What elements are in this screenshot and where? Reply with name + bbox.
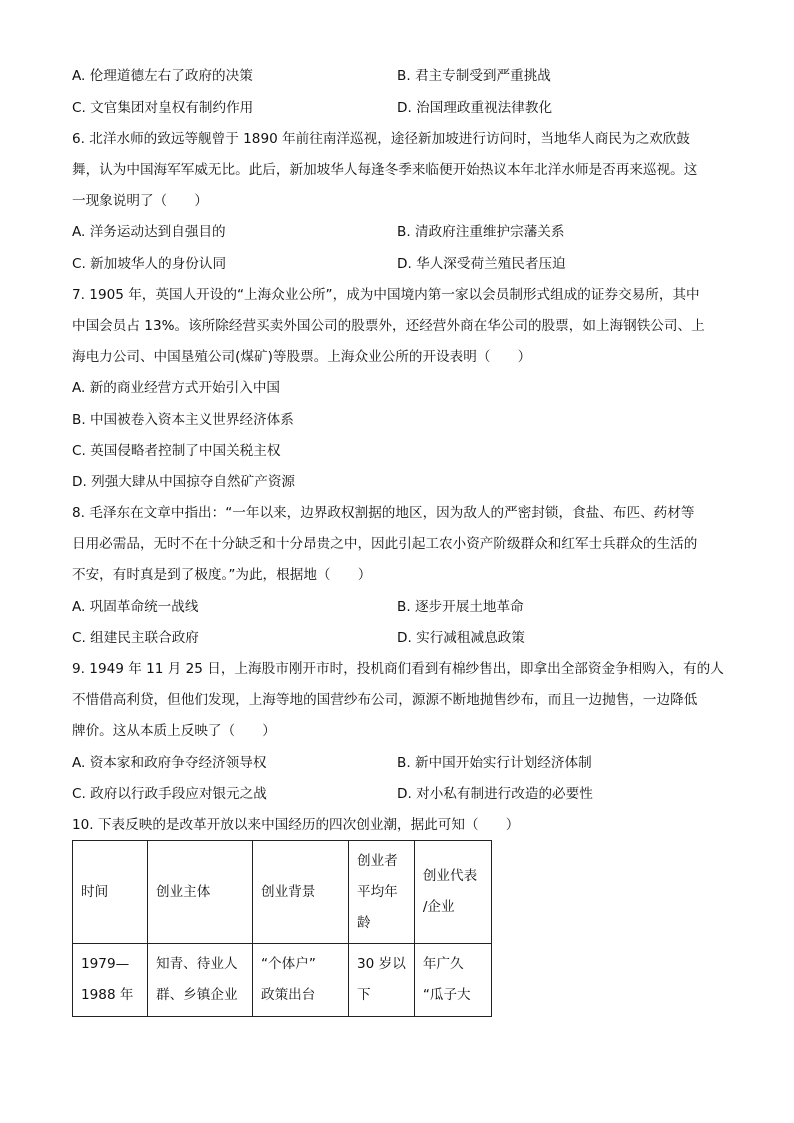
q5-option-b: B. 君主专制受到严重挑战 [397,68,551,84]
cell-text: 年广久 [422,956,464,972]
cell-text: “瓜子大 [422,987,471,1003]
cell-representative [414,944,491,1017]
q7-stem-line-2: 中国会员占 13%。该所除经营买卖外国公司的股票外，还经营外商在华公司的股票，如上海钢铁公司、上 [72,318,705,334]
q6-option-c: C. 新加坡华人的身份认同 [72,256,227,272]
q7-stem-line-1: 7. 1905 年，英国人开设的“上海众业公所”，成为中国境内第一家以会员制形式组成的证券交易所，其中 [72,287,700,303]
header-cell-time [73,841,148,944]
q6-stem-line-1: 6. 北洋水师的致远等舰曾于 1890 年前往南洋巡视，途径新加坡进行访问时，当地华人商民为之欢欣鼓 [72,131,690,147]
cell-text: 时间 [81,883,109,900]
cell-text: 30 岁以 [357,956,406,972]
q7-option-c: C. 英国侵略者控制了中国关税主权 [72,443,281,459]
q9-stem-line-2: 不惜借高利贷，但他们发现，上海等地的国营纱布公司，源源不断地抛售纱布，而且一边抛售，一边降低 [72,692,698,708]
cell-text: 创业主体 [156,883,211,900]
header-cell-representative [414,841,491,944]
cell-avg-age [349,944,415,1017]
q8-option-b: B. 逐步开展土地革命 [397,599,524,615]
entrepreneurship-table [72,840,492,1017]
cell-text: /企业 [422,899,455,915]
q8-stem-line-1: 8. 毛泽东在文章中指出：“一年以来，边界政权割据的地区，因为敌人的严密封锁，食盐、布匹、药材等 [72,505,695,521]
q5-option-a: A. 伦理道德左右了政府的决策 [72,68,253,84]
q9-stem-line-3: 牌价。这从本质上反映了（ ） [72,723,276,739]
cell-background [253,944,349,1017]
cell-text: 1979— [81,956,130,972]
q6-stem-line-3: 一现象说明了（ ） [72,193,208,209]
q7-option-b: B. 中国被卷入资本主义世界经济体系 [72,412,294,428]
cell-text: 龄 [357,914,371,931]
q6-stem-line-2: 舞，认为中国海军军威无比。此后，新加坡华人每逢冬季来临便开始热议本年北洋水师是否再来巡视。这 [72,162,698,178]
cell-text: 群、乡镇企业 [156,987,238,1003]
q8-option-c: C. 组建民主联合政府 [72,630,199,646]
cell-text: “个体户” [261,956,316,972]
cell-text: 创业者 [357,852,398,869]
q9-option-b: B. 新中国开始实行计划经济体制 [397,755,592,771]
table-header-row [73,841,492,944]
q5-option-c: C. 文官集团对皇权有制约作用 [72,100,254,116]
q8-option-d: D. 实行减租减息政策 [397,630,525,646]
q6-option-d: D. 华人深受荷兰殖民者压迫 [397,256,566,272]
q8-stem-line-3: 不安，有时真是到了极度。”为此，根据地（ ） [72,567,372,583]
cell-text: 1988 年 [81,987,134,1003]
q6-option-b: B. 清政府注重维护宗藩关系 [397,224,565,240]
cell-time [73,944,148,1017]
q8-stem-line-2: 日用必需品，无时不在十分缺乏和十分昂贵之中，因此引起工农小资产阶级群众和红军士兵群众的生活的 [72,536,698,552]
q9-stem-line-1: 9. 1949 年 11 月 25 日，上海股市刚开市时，投机商们看到有棉纱售出，即拿出全部资金争相购入，有的人 [72,661,724,677]
table-row [73,944,492,1017]
cell-text: 知青、待业人 [156,956,238,972]
q7-option-a: A. 新的商业经营方式开始引入中国 [72,380,281,396]
cell-text: 下 [357,987,371,1003]
q7-stem-line-3: 海电力公司、中国垦殖公司(煤矿)等股票。上海众业公所的开设表明（ ） [72,349,532,365]
q9-option-c: C. 政府以行政手段应对银元之战 [72,786,267,802]
q10-stem: 10. 下表反映的是改革开放以来中国经历的四次创业潮，据此可知（ ） [72,817,520,833]
q7-option-d: D. 列强大肆从中国掠夺自然矿产资源 [72,474,296,490]
q9-option-a: A. 资本家和政府争夺经济领导权 [72,755,267,771]
q8-option-a: A. 巩固革命统一战线 [72,599,199,615]
q9-option-d: D. 对小私有制进行改造的必要性 [397,786,593,802]
header-cell-background [253,841,349,944]
cell-text: 创业背景 [261,883,316,900]
cell-text: 创业代表 [422,868,478,884]
cell-text: 平均年 [357,883,398,900]
cell-text: 政策出台 [261,987,316,1003]
header-cell-avg-age [349,841,415,944]
q5-option-d: D. 治国理政重视法律教化 [397,100,553,116]
header-cell-subject [148,841,253,944]
cell-subject [148,944,253,1017]
q6-option-a: A. 洋务运动达到自强目的 [72,224,226,240]
